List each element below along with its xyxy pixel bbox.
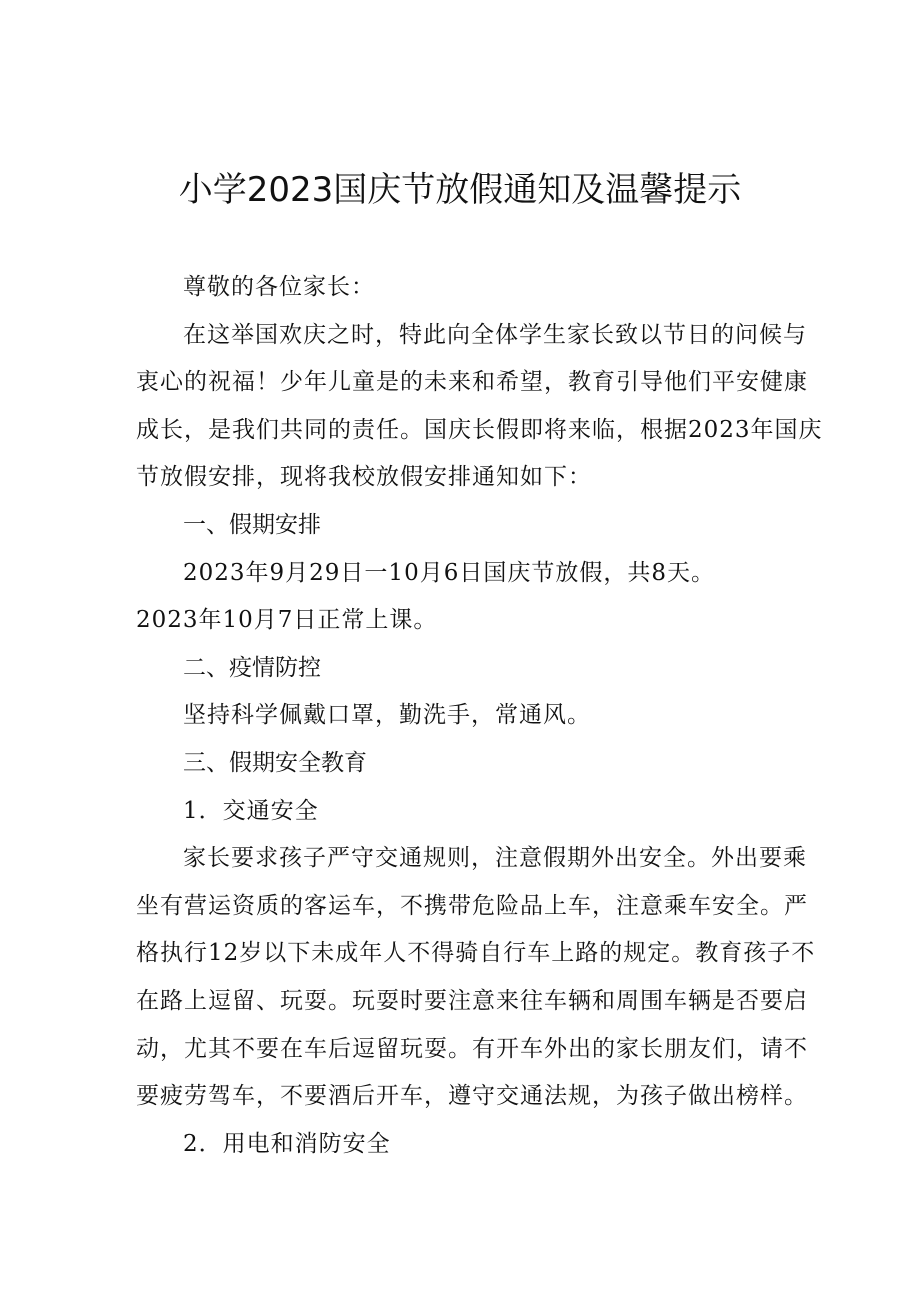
document-body xyxy=(136,264,823,1168)
schedule-line: 2023年9月29日一10月6日国庆节放假，共8天。 xyxy=(183,559,715,586)
traffic-safety-line: 格执行12岁以下未成年人不得骑自行车上路的规定。教育孩子不 xyxy=(136,940,816,967)
traffic-safety-line: 在路上逗留、玩耍。玩耍时要注意来往车辆和周围车辆是否要启 xyxy=(136,987,808,1014)
intro-line: 节放假安排，现将我校放假安排通知如下： xyxy=(136,464,592,491)
greeting: 尊敬的各位家长： xyxy=(183,274,375,300)
intro-line: 在这举国欢庆之时，特此向全体学生家长致以节日的问候与 xyxy=(183,321,807,348)
intro-line: 成长，是我们共同的责任。国庆长假即将来临，根据2023年国庆 xyxy=(136,416,823,443)
subheading-traffic-safety: 1．交通安全 xyxy=(183,797,319,824)
section-heading-epidemic-prevention: 二、疫情防控 xyxy=(183,654,321,681)
document-title: 小学2023国庆节放假通知及温馨提示 xyxy=(178,170,742,210)
traffic-safety-line: 动，尤其不要在车后逗留玩耍。有开车外出的家长朋友们，请不 xyxy=(136,1035,808,1062)
traffic-safety-line: 要疲劳驾车，不要酒后开车，遵守交通法规，为孩子做出榜样。 xyxy=(136,1083,808,1110)
traffic-safety-line: 家长要求孩子严守交通规则，注意假期外出安全。外出要乘 xyxy=(183,845,807,872)
section-heading-vacation-schedule: 一、假期安排 xyxy=(183,511,321,538)
traffic-safety-line: 坐有营运资质的客运车，不携带危险品上车，注意乘车安全。严 xyxy=(136,892,808,919)
prevention-line: 坚持科学佩戴口罩，勤洗手，常通风。 xyxy=(183,702,591,729)
section-heading-safety-education: 三、假期安全教育 xyxy=(183,749,367,776)
intro-line: 衷心的祝福！少年儿童是的未来和希望，教育引导他们平安健康 xyxy=(136,369,808,396)
schedule-line: 2023年10月7日正常上课。 xyxy=(136,607,438,634)
subheading-electric-fire-safety: 2．用电和消防安全 xyxy=(183,1130,391,1157)
